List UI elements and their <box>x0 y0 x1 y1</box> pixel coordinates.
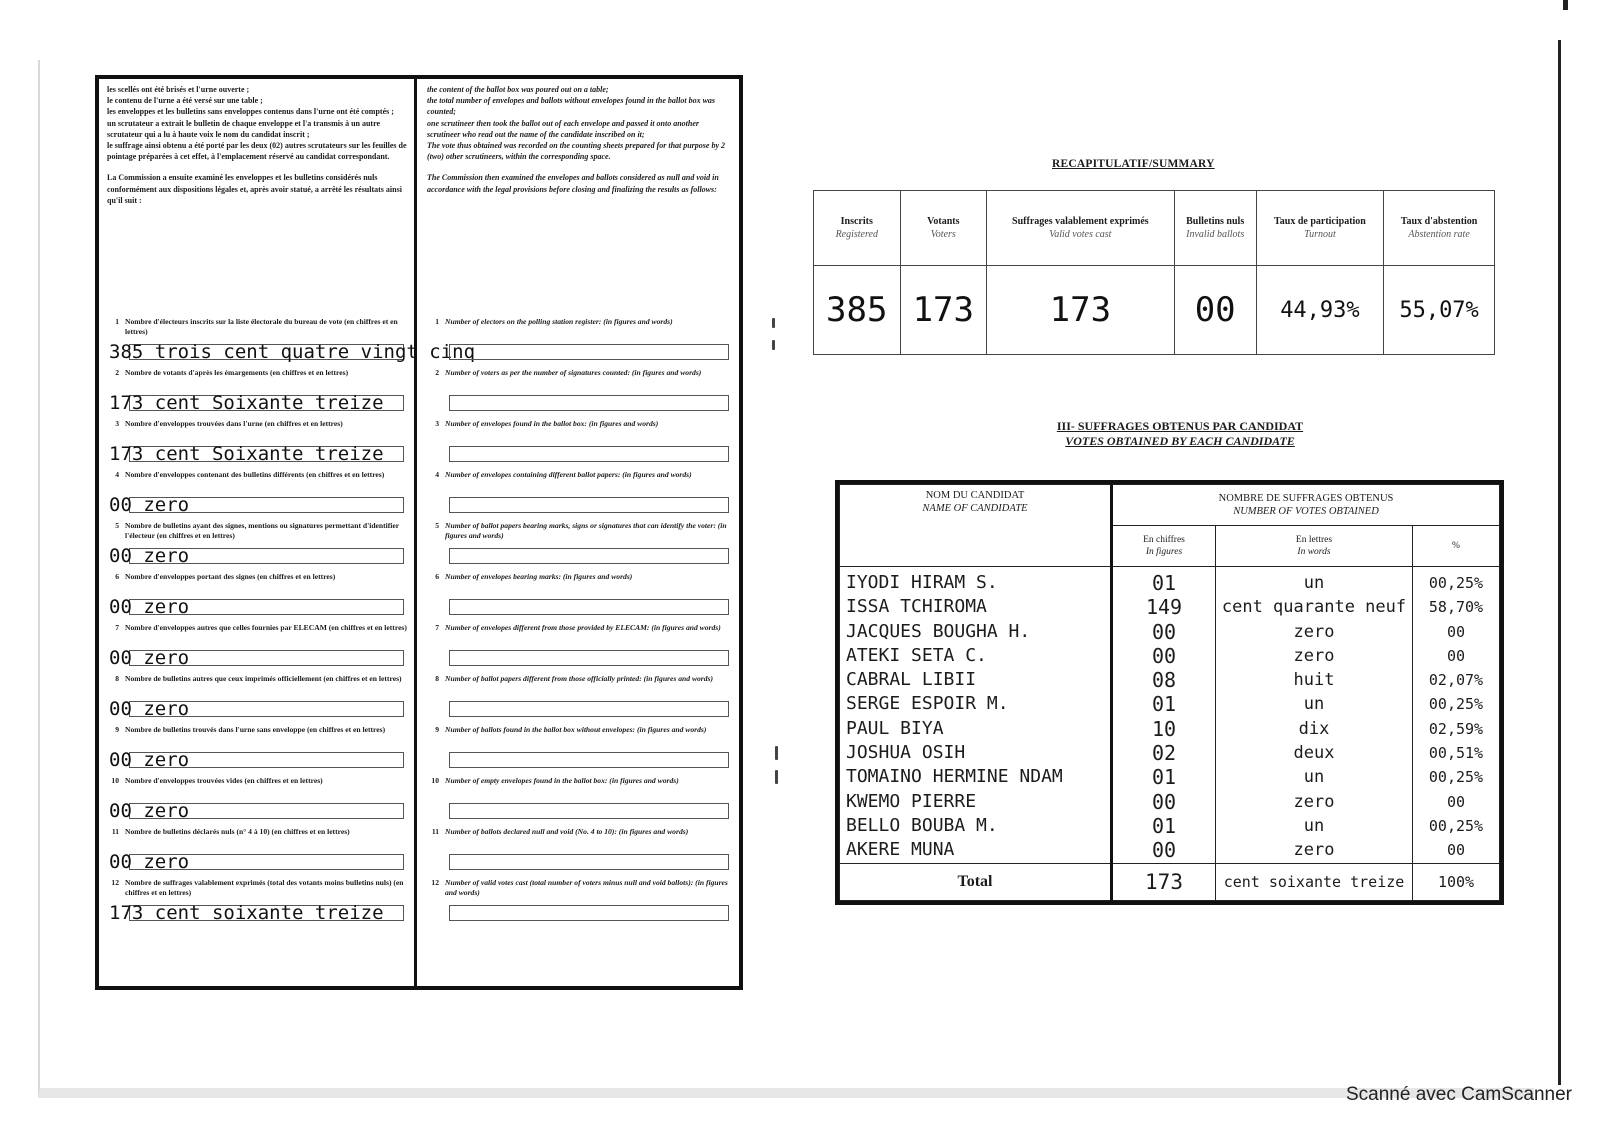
votes-percent: 00 <box>1446 622 1466 641</box>
item-number: 8 <box>115 674 119 683</box>
item-label: Number of ballot papers bearing marks, signs or signatures that can identify the voter: (in figures and words) <box>445 521 727 540</box>
item-label: Number of empty envelopes found in the ballot box: (in figures and words) <box>445 776 679 785</box>
corner-mark <box>1563 0 1568 10</box>
intro-line: le contenu de l'urne a été versé sur une table ; <box>107 96 263 106</box>
answer-field <box>449 752 729 768</box>
handwritten-answer: 00 zero <box>109 494 190 516</box>
item-number: 6 <box>115 572 119 581</box>
votes-percent: 02,59% <box>1428 719 1484 738</box>
candidate-names-cell <box>840 567 1112 864</box>
handwritten-answer: 173 cent Soixante treize <box>109 392 384 414</box>
votes-in-figures: 00 <box>1151 789 1177 814</box>
item-label: Nombre de bulletins ayant des signes, mentions ou signatures permettant d'identifier l'électeur (en chiffres et en lettres) <box>125 521 400 540</box>
votes-in-figures: 01 <box>1151 692 1177 717</box>
item-number: 10 <box>431 776 439 785</box>
fold-mark <box>772 318 775 328</box>
form-column-french <box>99 79 476 986</box>
summary-valid-votes-value: 173 <box>987 266 1175 355</box>
answer-field <box>449 599 729 615</box>
section-title-en: VOTES OBTAINED BY EACH CANDIDATE <box>1065 434 1295 448</box>
intro-line: les scellés ont été brisés et l'urne ouverte ; <box>107 85 250 94</box>
item-number: 4 <box>115 470 119 479</box>
fold-mark <box>775 770 778 784</box>
results-form <box>95 75 743 990</box>
votes-in-words: un <box>1303 815 1325 836</box>
item-number: 11 <box>431 827 439 836</box>
item-label: Number of ballots declared null and void (No. 4 to 10): (in figures and words) <box>445 827 689 836</box>
page-border-line <box>1558 40 1561 1085</box>
answer-field <box>449 905 729 921</box>
handwritten-answer: 00 zero <box>109 647 190 669</box>
votes-in-words: dix <box>1298 718 1330 739</box>
candidate-percent-cell <box>1413 567 1500 864</box>
item-label: Number of voters as per the number of signatures counted: (in figures and words) <box>445 368 702 377</box>
votes-in-figures: 02 <box>1151 741 1177 766</box>
section-title-fr: III- SUFFRAGES OBTENUS PAR CANDIDAT <box>1056 419 1304 433</box>
candidate-name: JOSHUA OSIH <box>846 742 966 764</box>
votes-in-figures: 00 <box>1151 838 1177 863</box>
answer-field <box>449 701 729 717</box>
item-label: Nombre de bulletins autres que ceux imprimés officiellement (en chiffres et en lettres) <box>125 674 402 683</box>
item-label: Nombre d'électeurs inscrits sur la liste électorale du bureau de vote (en chiffres et en lettres) <box>125 317 398 336</box>
item-label: Number of valid votes cast (total number of voters minus null and void ballots): (in figures and words) <box>445 878 728 897</box>
answer-field <box>449 650 729 666</box>
item-number: 12 <box>111 878 119 887</box>
answer-field <box>449 446 729 462</box>
votes-in-words: zero <box>1293 791 1335 812</box>
handwritten-answer: 00 zero <box>109 596 190 618</box>
form-item <box>427 317 733 368</box>
votes-percent: 00 <box>1446 646 1466 665</box>
summary-title: RECAPITULATIF/SUMMARY <box>1052 158 1215 170</box>
item-number: 4 <box>435 470 439 479</box>
item-label: Number of envelopes found in the ballot box: (in figures and words) <box>445 419 659 428</box>
intro-line: The Commission then examined the envelopes and ballots considered as null and void in accordance with the legal provisions before closing and finalizing the results as follows: <box>427 173 719 194</box>
item-number: 9 <box>115 725 119 734</box>
form-intro-english <box>427 84 733 317</box>
handwritten-answer: 173 cent soixante treize <box>109 902 384 924</box>
form-item <box>107 419 408 470</box>
form-item <box>107 878 408 929</box>
item-number: 9 <box>435 725 439 734</box>
column-header-name: NOM DU CANDIDAT NAME OF CANDIDATE <box>840 485 1112 567</box>
votes-in-figures: 00 <box>1151 619 1177 644</box>
form-item <box>427 521 733 572</box>
item-label: Nombre d'enveloppes contenant des bulletins différents (en chiffres et en lettres) <box>125 470 385 479</box>
item-number: 10 <box>111 776 119 785</box>
item-number: 7 <box>435 623 439 632</box>
intro-line: the content of the ballot box was poured out on a table; <box>427 85 609 94</box>
answer-field <box>449 548 729 564</box>
form-item <box>107 470 408 521</box>
votes-percent: 02,07% <box>1428 671 1484 690</box>
votes-in-figures: 01 <box>1151 813 1177 838</box>
form-item <box>107 674 408 725</box>
item-label: Nombre d'enveloppes trouvées vides (en chiffres et en lettres) <box>125 776 323 785</box>
answer-field <box>449 854 729 870</box>
votes-in-figures: 08 <box>1151 668 1177 693</box>
item-number: 1 <box>435 317 439 326</box>
item-label: Number of envelopes bearing marks: (in figures and words) <box>445 572 633 581</box>
handwritten-answer: 00 zero <box>109 545 190 567</box>
item-label: Nombre d'enveloppes trouvées dans l'urne (en chiffres et en lettres) <box>125 419 343 428</box>
summary-header-abstention: Taux d'abstention Abstention rate <box>1384 191 1495 266</box>
intro-line: The vote thus obtained was recorded on the counting sheets prepared for that purpose by 2 (two) other scrutineers, within the corresponding space. <box>427 141 726 162</box>
form-item <box>427 674 733 725</box>
item-number: 3 <box>115 419 119 428</box>
item-number: 2 <box>115 368 119 377</box>
intro-line: La Commission a ensuite examiné les enveloppes et les bulletins considérés nuls conformément aux dispositions légales et, après avoir statué, a arrêté les résultats ainsi qu'il suit : <box>107 173 402 205</box>
item-label: Nombre de votants d'après les émargements (en chiffres et en lettres) <box>125 368 349 377</box>
summary-header-turnout: Taux de participation Turnout <box>1256 191 1383 266</box>
item-label: Nombre de bulletins déclarés nuls (n° 4 à 10) (en chiffres et en lettres) <box>125 827 350 836</box>
summary-header-invalid: Bulletins nuls Invalid ballots <box>1174 191 1256 266</box>
form-item <box>107 827 408 878</box>
form-column-english <box>417 79 739 986</box>
fold-mark <box>772 340 775 350</box>
item-number: 3 <box>435 419 439 428</box>
votes-in-figures: 01 <box>1151 571 1177 595</box>
handwritten-answer: 00 zero <box>109 698 190 720</box>
column-header-figures: En chiffres In figures <box>1112 526 1216 567</box>
summary-header-valid-votes: Suffrages valablement exprimés Valid votes cast <box>987 191 1175 266</box>
summary-voters-value: 173 <box>900 266 987 355</box>
item-label: Nombre d'enveloppes portant des signes (en chiffres et en lettres) <box>125 572 336 581</box>
total-figures: 173 <box>1112 864 1216 901</box>
item-label: Number of ballot papers different from those officially printed: (in figures and words) <box>445 674 714 683</box>
votes-percent: 00 <box>1446 841 1466 860</box>
candidate-figures-cell <box>1112 567 1216 864</box>
votes-in-words: huit <box>1293 670 1335 691</box>
form-item <box>107 725 408 776</box>
handwritten-answer: 00 zero <box>109 800 190 822</box>
form-item <box>107 521 408 572</box>
votes-in-words: deux <box>1293 743 1335 764</box>
candidate-name: CABRAL LIBII <box>846 669 977 691</box>
total-percent: 100% <box>1413 864 1500 901</box>
votes-in-words: un <box>1303 573 1325 593</box>
summary-table <box>813 190 1495 355</box>
votes-in-figures: 149 <box>1145 595 1183 620</box>
handwritten-answer: 173 cent Soixante treize <box>109 443 384 465</box>
answer-field <box>449 344 729 360</box>
votes-in-figures: 01 <box>1151 765 1177 790</box>
summary-invalid-value: 00 <box>1174 266 1256 355</box>
votes-percent: 00 <box>1446 792 1466 811</box>
answer-field <box>449 497 729 513</box>
form-item <box>427 725 733 776</box>
handwritten-answer: 00 zero <box>109 851 190 873</box>
item-number: 2 <box>435 368 439 377</box>
summary-registered-value: 385 <box>814 266 901 355</box>
candidate-name: PAUL BIYA <box>846 717 944 739</box>
intro-line: les enveloppes et les bulletins sans enveloppes contenus dans l'urne ont été comptés ; <box>107 107 394 117</box>
item-number: 1 <box>115 317 119 326</box>
form-item <box>107 776 408 827</box>
votes-in-words: un <box>1303 694 1325 715</box>
section-title <box>1030 419 1330 449</box>
candidate-name: ATEKI SETA C. <box>846 644 987 666</box>
item-label: Nombre de bulletins trouvés dans l'urne sans enveloppe (en chiffres et en lettres) <box>125 725 386 734</box>
votes-percent: 00,51% <box>1428 744 1484 763</box>
form-item <box>427 419 733 470</box>
item-number: 11 <box>111 827 119 836</box>
fold-mark <box>775 746 778 760</box>
votes-in-figures: 10 <box>1151 716 1177 741</box>
candidate-name: JACQUES BOUGHA H. <box>846 620 1031 642</box>
intro-line: the total number of envelopes and ballots without envelopes found in the ballot box was counted; <box>427 96 716 117</box>
summary-turnout-value: 44,93% <box>1256 266 1383 355</box>
form-item <box>427 470 733 521</box>
votes-in-words: cent quarante neuf <box>1221 597 1407 618</box>
votes-percent: 00,25% <box>1428 574 1484 592</box>
intro-line: le suffrage ainsi obtenu a été porté par les deux (02) autres scrutateurs sur les feuilles de pointage préparées à cet effet, à l'emplacement réservé au candidat correspondant. <box>107 141 407 162</box>
form-intro-french <box>107 84 408 317</box>
item-label: Nombre de suffrages valablement exprimés (total des votants moins bulletins nuls) (en chiffres et en lettres) <box>125 878 404 897</box>
item-number: 7 <box>115 623 119 632</box>
handwritten-answer: 00 zero <box>109 749 190 771</box>
form-item <box>427 776 733 827</box>
form-item <box>107 368 408 419</box>
votes-percent: 58,70% <box>1428 598 1484 617</box>
candidate-name: TOMAINO HERMINE NDAM <box>846 766 1063 788</box>
form-item <box>427 623 733 674</box>
scanner-watermark: Scanné avec CamScanner <box>1345 1084 1572 1105</box>
form-item <box>107 572 408 623</box>
item-label: Number of electors on the polling station register: (in figures and words) <box>445 317 673 326</box>
candidate-name: IYODI HIRAM S. <box>846 572 998 593</box>
candidate-name: SERGE ESPOIR M. <box>846 693 1009 715</box>
form-item <box>427 368 733 419</box>
votes-in-words: zero <box>1293 840 1335 861</box>
form-item <box>427 827 733 878</box>
summary-header-registered: Inscrits Registered <box>814 191 901 266</box>
handwritten-answer: 385 trois cent quatre vingt cinq <box>109 341 476 363</box>
votes-in-words: zero <box>1293 621 1335 642</box>
answer-field <box>449 803 729 819</box>
candidate-words-cell <box>1216 567 1413 864</box>
column-header-words: En lettres In words <box>1216 526 1413 567</box>
summary-header-voters: Votants Voters <box>900 191 987 266</box>
column-header-percent: % <box>1413 526 1500 567</box>
votes-in-figures: 00 <box>1151 643 1177 668</box>
votes-in-words: zero <box>1293 645 1335 666</box>
item-label: Number of envelopes containing different ballot papers: (in figures and words) <box>445 470 692 479</box>
form-item <box>107 317 476 368</box>
intro-line: one scrutineer then took the ballot out of each envelope and passed it onto another scrutineer who read out the name of the candidate inscribed on it; <box>427 118 700 139</box>
item-number: 5 <box>115 521 119 530</box>
votes-percent: 00,25% <box>1428 768 1484 787</box>
votes-percent: 00,25% <box>1428 816 1484 835</box>
intro-line: un scrutateur a extrait le bulletin de chaque enveloppe et l'a transmis à un autre scrutateur qui a lu à haute voix le nom du candidat inscrit ; <box>107 118 381 139</box>
form-item <box>107 623 408 674</box>
form-item <box>427 572 733 623</box>
candidate-votes-table <box>835 480 1504 905</box>
answer-field <box>449 395 729 411</box>
votes-percent: 00,25% <box>1428 695 1484 714</box>
total-words: cent soixante treize <box>1216 864 1413 901</box>
column-header-votes: NOMBRE DE SUFFRAGES OBTENUS NUMBER OF VOTES OBTAINED <box>1112 485 1500 526</box>
candidate-name: AKERE MUNA <box>846 839 955 861</box>
total-label: Total <box>840 864 1112 901</box>
candidate-name: KWEMO PIERRE <box>846 790 977 812</box>
votes-in-words: un <box>1303 767 1325 788</box>
item-label: Nombre d'enveloppes autres que celles fournies par ELECAM (en chiffres et en lettres) <box>125 623 407 632</box>
item-label: Number of ballots found in the ballot box without envelopes: (in figures and words) <box>445 725 707 734</box>
candidate-name: BELLO BOUBA M. <box>846 814 998 836</box>
item-number: 5 <box>435 521 439 530</box>
form-item <box>427 878 733 929</box>
item-number: 6 <box>435 572 439 581</box>
summary-abstention-value: 55,07% <box>1384 266 1495 355</box>
item-number: 8 <box>435 674 439 683</box>
item-label: Number of envelopes different from those provided by ELECAM: (in figures and words) <box>445 623 721 632</box>
item-number: 12 <box>431 878 439 887</box>
candidate-name: ISSA TCHIROMA <box>846 596 987 618</box>
